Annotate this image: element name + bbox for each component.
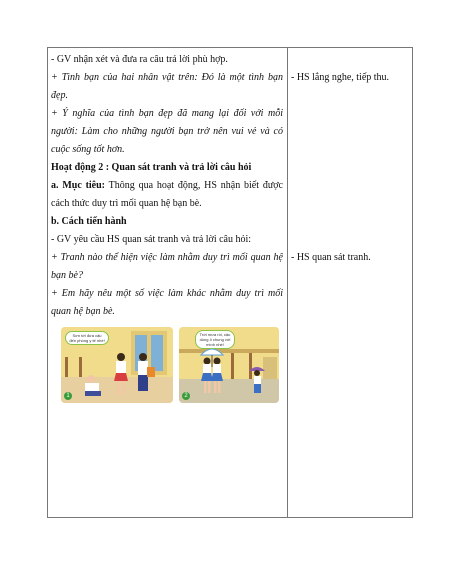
column-divider [287,48,288,517]
teacher-comment-line: - GV nhận xét và đưa ra câu trả lời phù hợp. [51,54,228,65]
panel-2-number: 2 [182,392,190,400]
friendship-meaning-line: + Ý nghĩa của tình bạn đẹp đã mang lại đối với mỗi người: Làm cho những người bạn trở nên vui vẻ và có cuộc sống tốt hơn. [51,108,283,155]
activity-2-title: Hoạt động 2 : Quan sát tranh và trả lời câu hỏi [51,162,252,173]
goal-label: a. Mục tiêu: [51,180,106,191]
illustration-panel-2 [179,327,279,403]
method-title: b. Cách tiến hành [51,216,127,227]
friendship-answer-line: + Tình bạn của hai nhân vật trên: Đó là một tình bạn đẹp. [51,72,283,101]
teacher-instruction-line: - GV yêu cầu HS quan sát tranh và trả lời câu hỏi: [51,234,252,245]
question-2-line: + Em hãy nêu một số việc làm khác nhằm duy trì mối quan hệ bạn bè. [51,288,283,317]
panel-2-speech-bubble: Trời mưa rồi, cậu dùng ô chung với mình nhé! [195,330,235,349]
lesson-table [47,47,413,518]
illustration-panel-1 [61,327,173,403]
student-response-1: - HS lắng nghe, tiếp thu. [291,72,390,83]
goal-text: Thông qua hoạt động, HS nhận biết được cách thức duy trì mối quan hệ bạn bè. [51,180,283,209]
panel-1-number: 1 [64,392,72,400]
activity-illustration [51,327,283,409]
panel-1-speech-bubble: Sơn tới đưa cậu đến phòng y tế nhé! [65,331,109,345]
teacher-activity-column [51,51,283,409]
goal-paragraph [51,177,283,213]
question-1-line: + Tranh nào thể hiện việc làm nhằm duy trì mối quan hệ bạn bè? [51,252,283,281]
student-response-2: - HS quan sát tranh. [291,252,371,263]
